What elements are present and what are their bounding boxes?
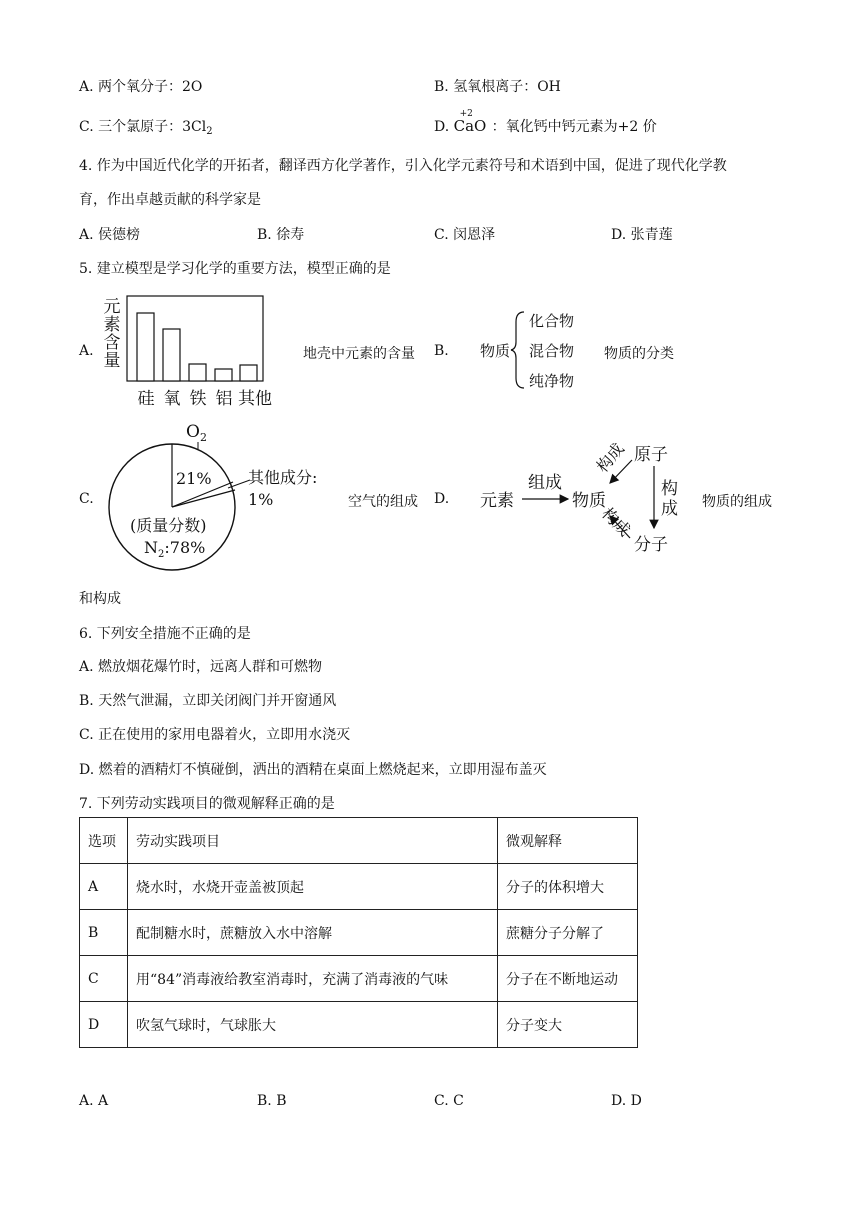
table-cell: B <box>80 910 128 956</box>
q5-d-element: 元素 <box>480 491 514 511</box>
q6-stem: 6. 下列安全措施不正确的是 <box>79 626 251 642</box>
q3-option-c-subscript: 2 <box>206 126 213 137</box>
q5-a-letter: A. <box>79 343 94 359</box>
table-cell: 分子变大 <box>498 1002 638 1048</box>
q5-c-note: (质量分数) <box>130 516 207 535</box>
q5-b-letter: B. <box>434 343 449 359</box>
q5-c-o2-pct: 21% <box>176 469 212 488</box>
q5-c-other-label: 其他成分: <box>248 468 318 487</box>
q5-b-root: 物质 <box>480 342 511 360</box>
table-cell: 分子的体积增大 <box>498 864 638 910</box>
table-header-cell: 微观解释 <box>498 818 638 864</box>
q4-option-a: A. 侯德榜 <box>79 227 141 243</box>
q5-c-n2-pct: :78% <box>164 538 206 557</box>
q5-a-cat-silicon: 硅 <box>137 389 155 409</box>
q3-option-d-formula-wrap <box>453 109 492 135</box>
q7-stem: 7. 下列劳动实践项目的微观解释正确的是 <box>79 796 335 812</box>
q7-option-b: B. B <box>257 1093 287 1109</box>
q5-d-form-label-3: 成 <box>661 499 678 519</box>
q3-option-b: B. 氢氧根离子：OH <box>434 79 561 95</box>
q3-option-c-text: C. 三个氯原子：3Cl <box>79 119 207 135</box>
q5-b-branch-1: 化合物 <box>529 312 575 330</box>
q6-option-b: B. 天然气泄漏，立即关闭阀门并开窗通风 <box>79 693 337 709</box>
q5-b-branch-3: 纯净物 <box>529 372 575 390</box>
q5-c-n2-label <box>144 538 205 560</box>
q4-option-d: D. 张青莲 <box>611 227 673 243</box>
q3-option-d <box>434 109 657 136</box>
q5-d-figure <box>476 428 696 564</box>
q5-a-bar-aluminum <box>215 369 232 381</box>
q5-a-bar-oxygen <box>163 329 180 381</box>
q5-d-form-label-2: 构 <box>661 479 678 499</box>
q4-stem-line2: 育，作出卓越贡献的科学家是 <box>79 192 261 208</box>
q5-a-cat-aluminum: 铝 <box>215 389 233 409</box>
q5-d-substance: 物质 <box>572 491 606 511</box>
q5-b-branch-2: 混合物 <box>529 342 575 360</box>
q5-a-cat-other: 其他 <box>238 389 272 409</box>
q5-c-figure <box>100 420 340 582</box>
q5-stem: 5. 建立模型是学习化学的重要方法，模型正确的是 <box>79 261 391 277</box>
q6-option-d: D. 燃着的酒精灯不慎碰倒，洒出的酒精在桌面上燃烧起来，立即用湿布盖灭 <box>79 762 547 778</box>
q4-stem-line1: 4. 作为中国近代化学的开拓者，翻译西方化学著作，引入化学元素符号和术语到中国，促进了现代化学教 <box>79 158 727 174</box>
q4-option-b: B. 徐寿 <box>257 227 305 243</box>
table-header-cell: 选项 <box>80 818 128 864</box>
q5-a-bar-silicon <box>137 313 154 381</box>
q5-d-caption-continued: 和构成 <box>79 591 121 607</box>
q5-c-other-pct: 1% <box>248 490 274 509</box>
table-cell: 分子在不断地运动 <box>498 956 638 1002</box>
q5-a-ylabel-2: 素 <box>103 315 121 335</box>
q5-a-caption: 地壳中元素的含量 <box>303 346 415 362</box>
q5-d-arrow-label: 组成 <box>528 473 562 493</box>
table-row <box>80 910 638 956</box>
table-cell: 配制糖水时，蔗糖放入水中溶解 <box>128 910 498 956</box>
q7-option-d: D. D <box>611 1093 642 1109</box>
q5-d-atom: 原子 <box>634 445 668 465</box>
q6-option-a: A. 燃放烟花爆竹时，远离人群和可燃物 <box>79 659 323 675</box>
q5-c-n2-subscript: 2 <box>158 549 165 560</box>
q5-d-molecule: 分子 <box>634 535 668 555</box>
q5-c-o2-subscript: 2 <box>199 431 207 444</box>
table-cell: 烧水时，水烧开壶盖被顶起 <box>128 864 498 910</box>
q3-option-a: A. 两个氧分子：2O <box>79 79 203 95</box>
q3-option-d-letter: D. <box>434 119 454 135</box>
q5-d-caption: 物质的组成 <box>702 494 772 510</box>
q7-option-a: A. A <box>79 1093 109 1109</box>
q5-c-caption: 空气的组成 <box>348 494 418 510</box>
q5-d-form-label-4: 构成 <box>598 503 635 540</box>
table-cell: 蔗糖分子分解了 <box>498 910 638 956</box>
q4-option-c: C. 闵恩泽 <box>434 227 496 243</box>
q5-a-cat-iron: 铁 <box>189 389 207 409</box>
q5-c-o2-label <box>186 422 207 444</box>
table-row <box>80 956 638 1002</box>
q5-a-bar-other <box>240 365 257 381</box>
q5-b-caption: 物质的分类 <box>604 346 674 362</box>
q5-a-ylabel-1: 元 <box>103 297 121 317</box>
q5-a-bar-iron <box>189 364 206 381</box>
q6-option-c: C. 正在使用的家用电器着火，立即用水浇灭 <box>79 727 351 743</box>
table-cell: 用“84”消毒液给教室消毒时，充满了消毒液的气味 <box>128 956 498 1002</box>
table-header-row <box>80 818 638 864</box>
q3-option-d-text: ：氧化钙中钙元素为+2 价 <box>491 119 657 135</box>
table-cell: A <box>80 864 128 910</box>
q3-option-d-charge: +2 <box>459 109 473 119</box>
q5-a-cat-oxygen: 氧 <box>163 389 181 409</box>
q5-d-letter: D. <box>434 491 450 507</box>
q5-c-n2-symbol: N <box>144 538 158 557</box>
table-cell: 吹氢气球时，气球胀大 <box>128 1002 498 1048</box>
table-row <box>80 1002 638 1048</box>
q5-a-ylabel-3: 含 <box>103 333 121 353</box>
q5-b-brace <box>511 312 524 388</box>
q3-option-c <box>79 116 213 137</box>
table-row <box>80 864 638 910</box>
table-cell: D <box>80 1002 128 1048</box>
q5-a-ylabel-4: 量 <box>103 351 121 371</box>
q5-b-figure <box>478 304 588 396</box>
table-header-cell: 劳动实践项目 <box>128 818 498 864</box>
q7-table <box>79 817 638 1048</box>
q5-d-form-label-1: 构成 <box>592 439 628 477</box>
q5-c-letter: C. <box>79 491 94 507</box>
table-cell: C <box>80 956 128 1002</box>
q5-c-o2-symbol: O <box>186 422 200 442</box>
q3-option-d-formula: CaO <box>453 117 487 135</box>
q5-a-figure <box>100 292 280 410</box>
q7-option-c: C. C <box>434 1093 464 1109</box>
